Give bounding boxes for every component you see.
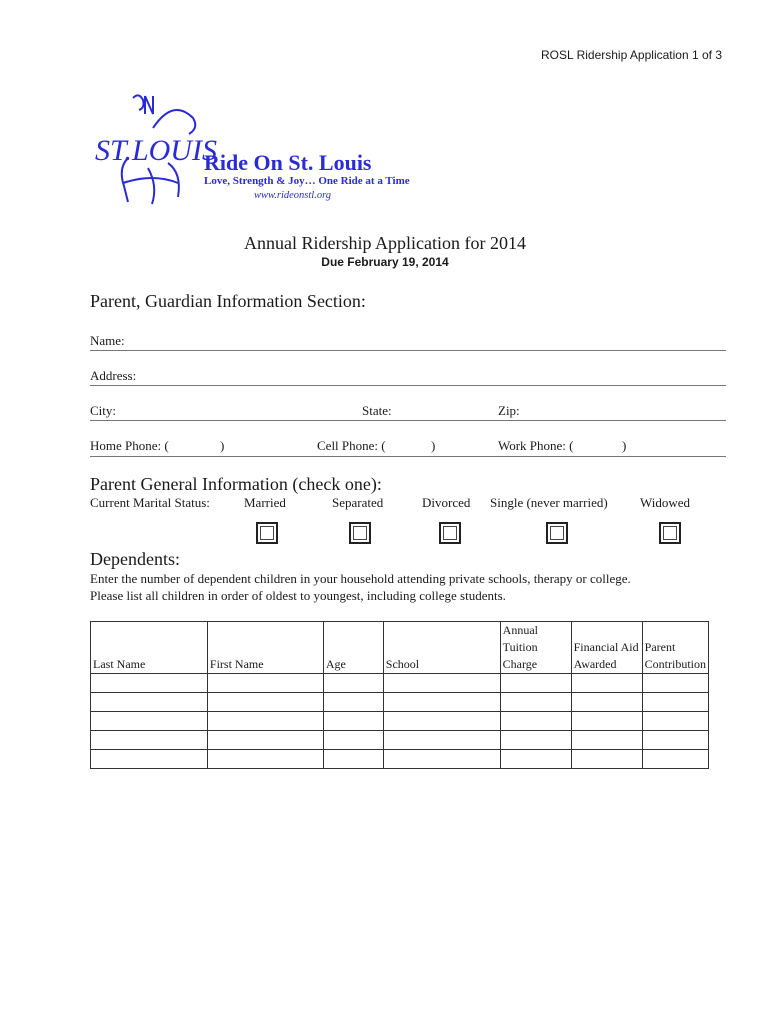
col-school xyxy=(383,622,500,674)
separated-checkbox[interactable] xyxy=(349,522,371,544)
table-row xyxy=(91,693,709,712)
document-title: Annual Ridership Application for 2014 xyxy=(244,233,526,253)
table-cell[interactable] xyxy=(323,693,383,712)
dependents-header-row xyxy=(91,622,709,674)
table-row xyxy=(91,731,709,750)
table-cell[interactable] xyxy=(642,712,708,731)
dependents-instruction-1: Enter the number of dependent children in your household attending private schools, therapy or college. xyxy=(90,571,631,586)
org-url: www.rideonstl.org xyxy=(254,190,332,201)
table-cell[interactable] xyxy=(500,731,571,750)
work-phone-close: ) xyxy=(622,438,627,453)
horse-rider-logo-icon xyxy=(93,88,217,213)
dependents-body xyxy=(91,674,709,769)
table-cell[interactable] xyxy=(642,674,708,693)
option-separated-label: Separated xyxy=(332,495,384,510)
parent-section-heading: Parent, Guardian Information Section: xyxy=(90,291,366,311)
column-header-line: Parent xyxy=(644,640,676,654)
table-cell[interactable] xyxy=(91,731,208,750)
table-cell[interactable] xyxy=(91,750,208,769)
table-cell[interactable] xyxy=(207,693,323,712)
column-header-line: First Name xyxy=(209,657,264,671)
column-header-line: Age xyxy=(325,657,346,671)
zip-label: Zip: xyxy=(498,403,520,418)
column-header-line: Charge xyxy=(502,657,538,671)
column-header-line: Tuition xyxy=(502,640,538,654)
col-age xyxy=(323,622,383,674)
table-row xyxy=(91,750,709,769)
table-cell[interactable] xyxy=(642,750,708,769)
page-label: ROSL Ridership Application 1 of 3 xyxy=(541,48,722,62)
org-logo xyxy=(93,88,217,213)
table-cell[interactable] xyxy=(500,750,571,769)
table-cell[interactable] xyxy=(500,693,571,712)
option-widowed-label: Widowed xyxy=(640,495,691,510)
table-cell[interactable] xyxy=(323,750,383,769)
single-checkbox[interactable] xyxy=(546,522,568,544)
divorced-checkbox[interactable] xyxy=(439,522,461,544)
col-parent-contribution xyxy=(642,622,708,674)
dependents-heading: Dependents: xyxy=(90,549,180,569)
table-cell[interactable] xyxy=(383,693,500,712)
org-name: Ride On St. Louis xyxy=(204,150,372,175)
table-cell[interactable] xyxy=(91,712,208,731)
column-header-line: Contribution xyxy=(644,657,706,671)
state-label: State: xyxy=(362,403,392,418)
address-field[interactable] xyxy=(90,384,726,386)
widowed-checkbox[interactable] xyxy=(659,522,681,544)
table-cell[interactable] xyxy=(207,674,323,693)
table-cell[interactable] xyxy=(383,731,500,750)
column-header-line: School xyxy=(385,657,420,671)
column-header-line: Financial Aid xyxy=(573,640,639,654)
married-checkbox[interactable] xyxy=(256,522,278,544)
table-cell[interactable] xyxy=(383,750,500,769)
name-field[interactable] xyxy=(90,349,726,351)
table-cell[interactable] xyxy=(207,712,323,731)
table-cell[interactable] xyxy=(383,712,500,731)
table-cell[interactable] xyxy=(91,693,208,712)
col-financial-aid xyxy=(571,622,642,674)
city-label: City: xyxy=(90,403,117,418)
table-cell[interactable] xyxy=(642,693,708,712)
table-cell[interactable] xyxy=(91,674,208,693)
table-cell[interactable] xyxy=(207,731,323,750)
table-cell[interactable] xyxy=(500,712,571,731)
city-state-zip-field[interactable] xyxy=(90,419,726,421)
column-header-line: Last Name xyxy=(93,657,146,671)
table-cell[interactable] xyxy=(642,731,708,750)
table-row xyxy=(91,712,709,731)
cell-phone-label: Cell Phone: ( xyxy=(317,438,386,453)
due-date: Due February 19, 2014 xyxy=(321,255,449,269)
svg-text:ST.LOUIS: ST.LOUIS xyxy=(95,134,217,167)
home-phone-close: ) xyxy=(220,438,225,453)
col-last-name xyxy=(91,622,208,674)
table-cell[interactable] xyxy=(571,750,642,769)
table-cell[interactable] xyxy=(571,731,642,750)
name-label: Name: xyxy=(90,333,125,348)
table-cell[interactable] xyxy=(323,731,383,750)
option-single-label: Single (never married) xyxy=(490,495,608,510)
col-first-name xyxy=(207,622,323,674)
table-row xyxy=(91,674,709,693)
table-cell[interactable] xyxy=(323,712,383,731)
dependents-table xyxy=(90,621,709,769)
option-married-label: Married xyxy=(244,495,286,510)
general-info-heading: Parent General Information (check one): xyxy=(90,474,382,494)
table-cell[interactable] xyxy=(207,750,323,769)
phone-field[interactable] xyxy=(90,455,726,457)
col-annual-tuition xyxy=(500,622,571,674)
home-phone-label: Home Phone: ( xyxy=(90,438,169,453)
work-phone-label: Work Phone: ( xyxy=(498,438,574,453)
table-cell[interactable] xyxy=(323,674,383,693)
column-header-line: Awarded xyxy=(573,657,617,671)
table-cell[interactable] xyxy=(571,674,642,693)
marital-status-label: Current Marital Status: xyxy=(90,495,210,510)
address-label: Address: xyxy=(90,368,137,383)
dependents-instruction-2: Please list all children in order of oldest to youngest, including college students. xyxy=(90,588,506,603)
table-cell[interactable] xyxy=(500,674,571,693)
table-cell[interactable] xyxy=(571,712,642,731)
cell-phone-close: ) xyxy=(431,438,436,453)
table-cell[interactable] xyxy=(571,693,642,712)
column-header-line: Annual xyxy=(502,623,538,637)
org-tagline: Love, Strength & Joy… One Ride at a Time xyxy=(204,175,410,187)
table-cell[interactable] xyxy=(383,674,500,693)
option-divorced-label: Divorced xyxy=(422,495,471,510)
